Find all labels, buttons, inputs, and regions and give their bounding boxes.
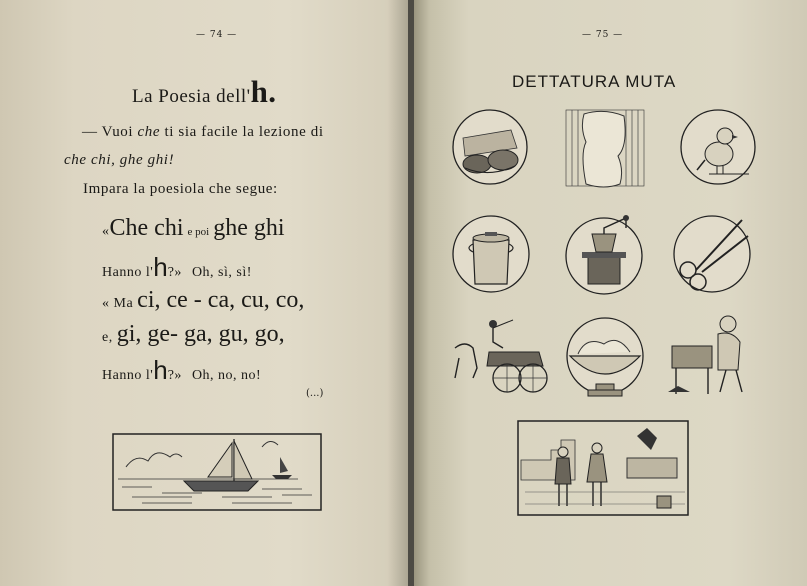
- bird-icon: [679, 108, 757, 186]
- page-number-left: — 74 —: [196, 30, 238, 40]
- title-letter: h.: [250, 74, 277, 109]
- poem-line-3: « Ma ci, ce - ca, cu, co,: [102, 287, 305, 313]
- pot-icon: [451, 214, 531, 294]
- poem-line-4: e, gi, ge- ga, gu, go,: [102, 321, 285, 347]
- poem-line-2: Hanno l'h?» Oh, sì, sì!: [102, 252, 252, 282]
- poem-ellipsis: (...): [306, 388, 324, 399]
- page-title: [132, 76, 277, 108]
- carriage-icon: [449, 318, 549, 398]
- sailboat-illustration: [112, 433, 322, 511]
- intro-line-2: che chi, ghe ghi!: [64, 152, 175, 168]
- children-cat-icon: [517, 420, 689, 516]
- instruction-line: Impara la poesiola che segue:: [83, 181, 278, 197]
- title-text: La Poesia dell': [132, 86, 251, 107]
- intro-line-1: — Vuoi che ti sia facile la lezione di: [82, 124, 324, 140]
- poem-line-1: «Che chi e poi ghe ghi: [102, 215, 285, 241]
- shoemaker-icon: [666, 312, 756, 402]
- page-number-right: — 75 —: [582, 30, 624, 40]
- bowl-icon: [564, 316, 646, 402]
- right-page: [414, 0, 807, 586]
- dictation-title: DETTATURA MUTA: [512, 72, 677, 91]
- coffee-grinder-icon: [562, 212, 646, 296]
- nuts-icon: [451, 108, 529, 186]
- scissors-icon: [672, 214, 752, 294]
- poem-line-5: Hanno l'h?» Oh, no, no!: [102, 355, 262, 385]
- cloth-icon: [564, 106, 646, 190]
